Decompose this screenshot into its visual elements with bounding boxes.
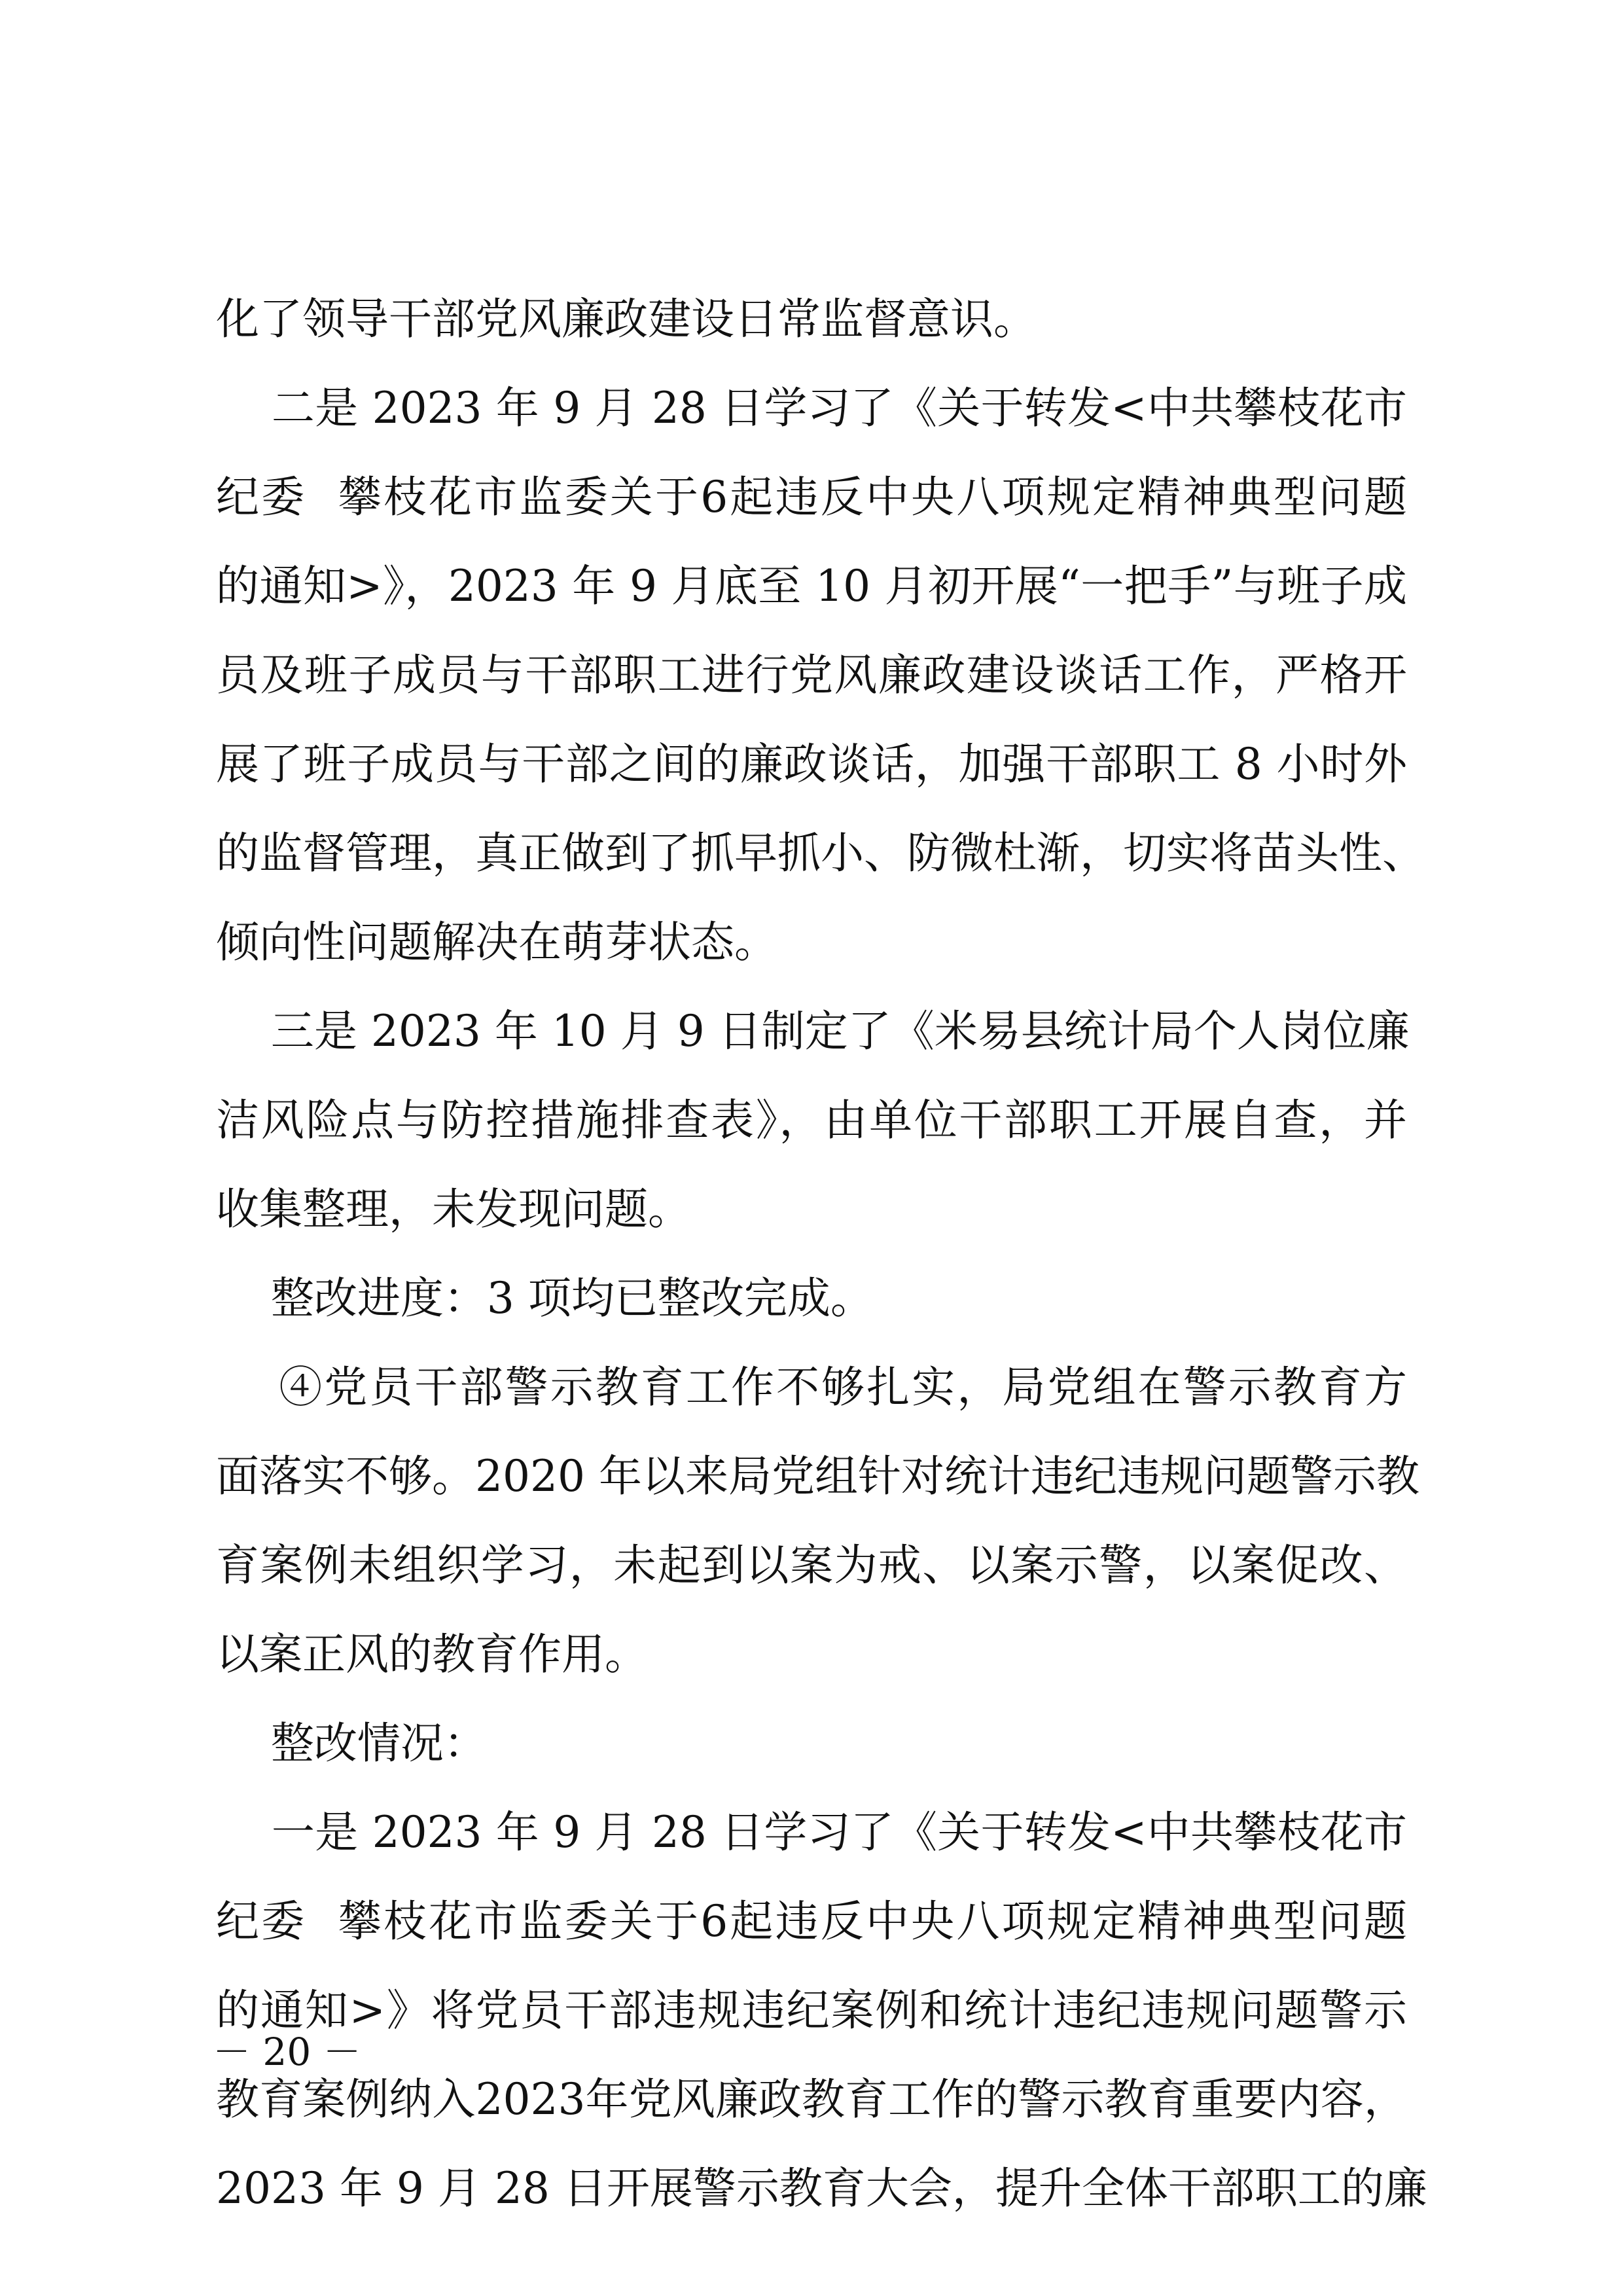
text-line: 纪委 攀枝花市监委关于6起违反中央八项规定精神典型问题: [216, 472, 1407, 522]
text-line: 化了领导干部党风廉政建设日常监督意识。: [216, 294, 1037, 344]
body-text: [216, 275, 1427, 2233]
text-line: 的通知>》将党员干部违规违纪案例和统计违纪违规问题警示: [216, 1985, 1407, 2036]
text-line: 育案例未组织学习，未起到以案为戒、以案示警，以案促改、: [216, 1540, 1407, 1590]
page-number: － 20 －: [213, 2030, 361, 2074]
text-line: 的通知>》，2023 年 9 月底至 10 月初开展“一把手”与班子成: [216, 561, 1407, 611]
text-line: 收集整理，未发现问题。: [216, 1184, 691, 1234]
text-line: 的监督管理，真正做到了抓早抓小、防微杜渐，切实将苗头性、: [216, 828, 1425, 878]
text-line: 员及班子成员与干部职工进行党风廉政建设谈话工作，严格开: [216, 650, 1407, 700]
text-line: 2023 年 9 月 28 日开展警示教育大会，提升全体干部职工的廉: [216, 2163, 1427, 2214]
text-line: 教育案例纳入2023年党风廉政教育工作的警示教育重要内容，: [216, 2074, 1407, 2125]
text-line: 整改进度：3 项均已整改完成。: [216, 1273, 874, 1323]
text-line: 面落实不够。2020 年以来局党组针对统计违纪违规问题警示教: [216, 1451, 1419, 1501]
text-line: 整改情况：: [216, 1718, 487, 1768]
text-line: 纪委 攀枝花市监委关于6起违反中央八项规定精神典型问题: [216, 1896, 1407, 1946]
text-line: 倾向性问题解决在萌芽状态。: [216, 917, 777, 967]
text-line: 二是 2023 年 9 月 28 日学习了《关于转发<中共攀枝花市: [216, 383, 1407, 433]
text-line: 三是 2023 年 10 月 9 日制定了《米易县统计局个人岗位廉: [216, 1006, 1410, 1056]
text-line: 以案正风的教育作用。: [216, 1629, 648, 1679]
text-line: ④党员干部警示教育工作不够扎实，局党组在警示教育方: [216, 1362, 1407, 1412]
text-line: 一是 2023 年 9 月 28 日学习了《关于转发<中共攀枝花市: [216, 1807, 1407, 1857]
text-line: 展了班子成员与干部之间的廉政谈话，加强干部职工 8 小时外: [216, 739, 1407, 789]
text-line: 洁风险点与防控措施排查表》，由单位干部职工开展自查，并: [216, 1095, 1407, 1145]
